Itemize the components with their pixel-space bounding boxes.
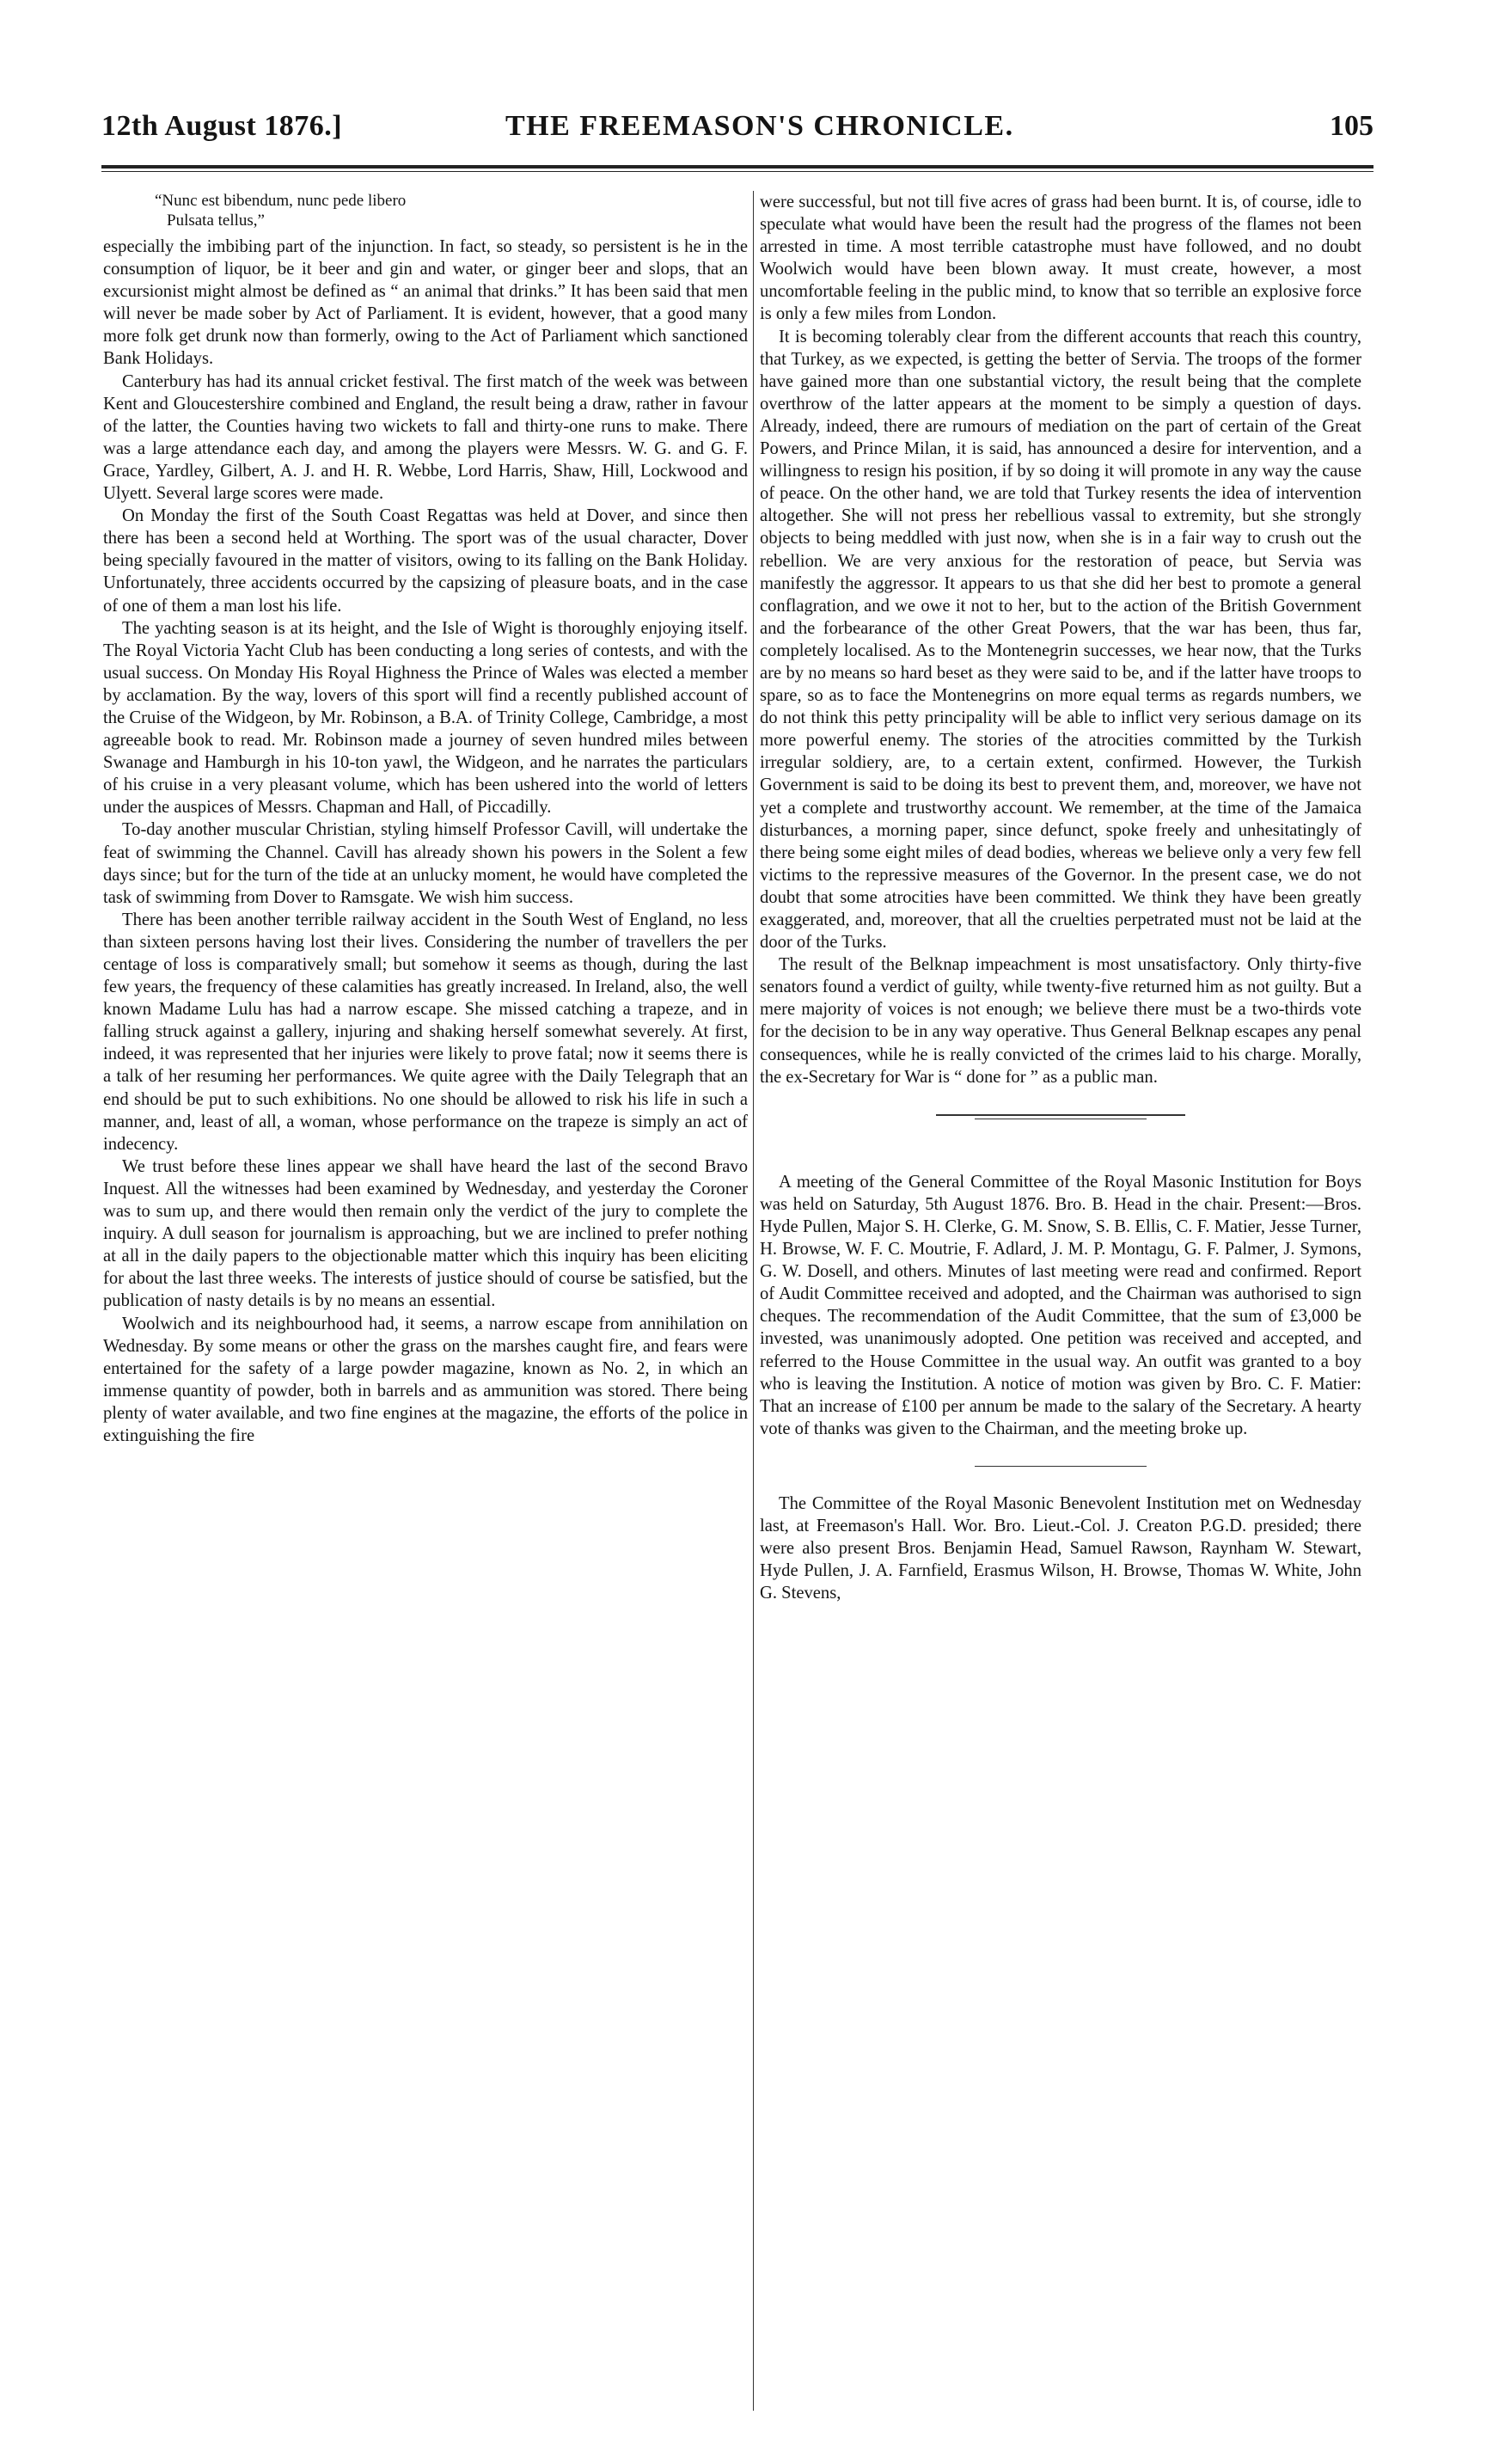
paragraph: There has been another terrible railway accident in the South West of England, no less than sixteen persons having lost their lives. Considering the number of travellers the per centage of loss is comparatively small; but somehow it seems as though, during the last few years, the frequency of these calamities has greatly increased. In Ireland, also, the well known Madame Lulu has had a narrow escape. She missed catching a trapeze, and in falling struck against a gallery, injuring and shaking herself somewhat severely. At first, indeed, it was represented that her injuries were likely to prove fatal; now it seems there is a talk of her resuming her performances. We quite agree with the Daily Telegraph that an end should be put to such exhibitions. No one should be allowed to risk his life in such a manner, and, least of all, a woman, whose performance on the trapeze is simply an act of indecency. — [103, 910, 748, 1154]
paragraph: Canterbury has had its annual cricket festival. The first match of the week was between Kent and Gloucestershire combined and England, the result being a draw, rather in favour of the latter, the Counties having two wickets to fall and thirty-one runs to make. There was a large attendance each day, and among the players were Messrs. W. G. and G. F. Grace, Yardley, Gilbert, A. J. and H. R. Webbe, Lord Harris, Shaw, Hill, Lockwood and Ulyett. Several large scores were made. — [103, 371, 748, 504]
quote-line: “Nunc est bibendum, nunc pede libero — [155, 192, 407, 210]
issue-date: 12th August 1876.] — [101, 110, 343, 142]
header-rule — [101, 165, 1373, 169]
paragraph: We trust before these lines appear we shall have heard the last of the second Bravo Inquest. All the witnesses had been examined by Wednesday, and yesterday the Coroner was to sum up, and there would then remain only the verdict of the jury to complete the inquiry. A dull season for journalism is approaching, but we are inclined to prefer nothing at all in the daily papers to the objectionable matter which this inquiry has been eliciting for about the last three weeks. The interests of justice should of course be satisfied, but the publication of nasty details is by no means an essential. — [103, 1156, 748, 1311]
paragraph: It is becoming tolerably clear from the different accounts that reach this country, that Turkey, as we expected, is getting the better of Servia. The troops of the former have gained more than one substantial victory, the result being that the complete overthrow of the latter appears at the moment to be simply a question of days. Already, indeed, there are rumours of mediation on the part of certain of the Great Powers, and Prince Milan, it is said, has announced a desire for intervention, and a willingness to resign his position, if by so doing it will promote in any way the cause of peace. On the other hand, we are told that Turkey resents the idea of intervention altogether. She will not press her rebellious vassal to extremity, but she strongly objects to being meddled with just now, when she is in a fair way to crush out the rebellion. We are very anxious for the restoration of peace, but Servia was manifestly the aggressor. It appears to us that she did her best to promote a general conflagration, and we owe it not to her, but to the action of the British Government and the forbearance of the other Great Powers, that the war has been, thus far, completely localised. As to the Montenegrin successes, we hear now, that the Turks are by no means so hard beset as they were said to be, and if the latter have troops to spare, so as to face the Montenegrins on more equal terms as regards numbers, we do not think this petty principality will be able to inflict very serious damage on its more powerful enemy. The stories of the atrocities committed by the Turkish irregular soldiery, are, to a certain extent, confirmed. However, the Turkish Government is said to be doing its best to prevent them, and, moreover, we have not yet a complete and trustworthy account. We remember, at the time of the Jamaica disturbances, a morning paper, since defunct, spoke freely and unhesitatingly of there being some eight miles of dead bodies, whereas we believe only a very few fell victims to the repressive measures of the Governor. In the present case, we do not doubt that some atrocities have been committed. We think they have been greatly exaggerated, and, moreover, that all the cruelties perpetrated must not be laid at the door of the Turks. — [760, 327, 1361, 953]
paragraph: were successful, but not till five acres of grass had been burnt. It is, of course, idle to speculate what would have been the result had the progress of the flames not been arrested in time. A most terrible catastrophe must have followed, and no doubt Woolwich would have been blown away. It must create, however, a most uncomfortable feeling in the public mind, to know that so terrible an explosive force is only a few miles from London. — [760, 193, 1361, 324]
paragraph: The yachting season is at its height, and the Isle of Wight is thoroughly enjoying itself. The Royal Victoria Yacht Club has been conducting a long series of contests, and with the usual success. On Monday His Royal Highness the Prince of Wales was elected a member by acclamation. By the way, lovers of this sport will find a recently published account of the Cruise of the Widgeon, by Mr. Robinson, a B.A. of Trinity College, Cambridge, a most agreeable book to read. Mr. Robinson made a journey of seven hundred miles between Swanage and Hamburgh in his 10-ton yawl, the Widgeon, and he narrates the particulars of his cruise in a very pleasant volume, which has been ushered into the world of letters under the auspices of Messrs. Chapman and Hall, of Piccadilly. — [103, 618, 748, 818]
latin-quote — [103, 191, 748, 230]
paragraph: The result of the Belknap impeachment is most unsatisfactory. Only thirty-five senators found a verdict of guilty, while twenty-five returned him as not guilty. But a mere majority of voices is not enough; we believe there must be a two-thirds vote for the decision to be in any way operative. Thus General Belknap escapes any penal consequences, while he is really convicted of the crimes laid to his charge. Morally, the ex-Secretary for War is “ done for ” as a public man. — [760, 955, 1361, 1087]
paragraph: Woolwich and its neighbourhood had, it seems, a narrow escape from annihilation on Wednesday. By some means or other the grass on the marshes caught fire, and fears were entertained for the safety of a large powder magazine, known as No. 2, in which an immense quantity of powder, both in barrels and as ammunition was stored. There being plenty of water available, and two fine engines at the magazine, the efforts of the police in extinguishing the fire — [103, 1314, 748, 1445]
quote-line: Pulsata tellus,” — [167, 211, 265, 230]
page-number: 105 — [1330, 110, 1373, 142]
left-column — [103, 191, 748, 1447]
section-separator — [936, 1466, 1185, 1467]
paragraph: To-day another muscular Christian, styling himself Professor Cavill, will undertake the feat of swimming the Channel. Cavill has already shown his powers in the Solent a few days since; but for the turn of the tide at an unlucky moment, he would have completed the task of swimming from Dover to Ramsgate. We wish him success. — [103, 820, 748, 907]
right-column — [760, 191, 1361, 1604]
header-rule-thin — [101, 171, 1373, 172]
meeting-report-boys-institution: A meeting of the General Committee of the Royal Masonic Institution for Boys was held on Saturday, 5th August 1876. Bro. B. Head in the chair. Present:—Bros. Hyde Pullen, Major S. H. Clerke, G. M. Snow, S. B. Ellis, C. F. Matier, Jesse Turner, H. Browse, W. F. C. Moutrie, F. Adlard, J. M. P. Montagu, G. F. Palmer, J. Symons, G. W. Dosell, and others. Minutes of last meeting were read and confirmed. Report of Audit Committee received and adopted, and the Chairman was authorised to sign cheques. The recommendation of the Audit Committee, that the sum of £3,000 be invested, was unanimously adopted. One petition was received and accepted, and referred to the House Committee in the usual way. An outfit was granted to a boy who is leaving the Institution. A notice of motion was given by Bro. C. F. Matier: That an increase of £100 per annum be made to the salary of the Secretary. A hearty vote of thanks was given to the Chairman, and the meeting broke up. — [760, 1172, 1361, 1438]
column-divider — [753, 191, 754, 2411]
publication-title: THE FREEMASON'S CHRONICLE. — [505, 110, 1014, 142]
meeting-report-benevolent-institution: The Committee of the Royal Masonic Benevolent Institution met on Wednesday last, at Freemason's Hall. Wor. Bro. Lieut.-Col. J. Creaton P.G.D. presided; there were also present Bros. Benjamin Head, Samuel Rawson, Raynham W. Stewart, Hyde Pullen, J. A. Farnfield, Erasmus Wilson, H. Browse, Thomas W. White, John G. Stevens, — [760, 1493, 1361, 1603]
page-header — [101, 110, 1373, 160]
paragraph: On Monday the first of the South Coast Regattas was held at Dover, and since then there has been a second held at Worthing. The sport was of the usual character, Dover being specially favoured in the matter of visitors, owing to its falling on the Bank Holiday. Unfortunately, three accidents occurred by the capsizing of pleasure boats, and in the case of one of them a man lost his life. — [103, 506, 748, 616]
section-separator — [936, 1114, 1185, 1119]
paragraph: especially the imbibing part of the injunction. In fact, so steady, so persistent is he in the consumption of liquor, be it beer and gin and water, or ginger beer and slops, that an excursionist might almost be defined as “ an animal that drinks.” It has been said that men will never be made sober by Act of Parliament. It is evident, however, that a good many more folk get drunk now than formerly, owing to the Act of Parliament which sanctioned Bank Holidays. — [103, 237, 748, 369]
